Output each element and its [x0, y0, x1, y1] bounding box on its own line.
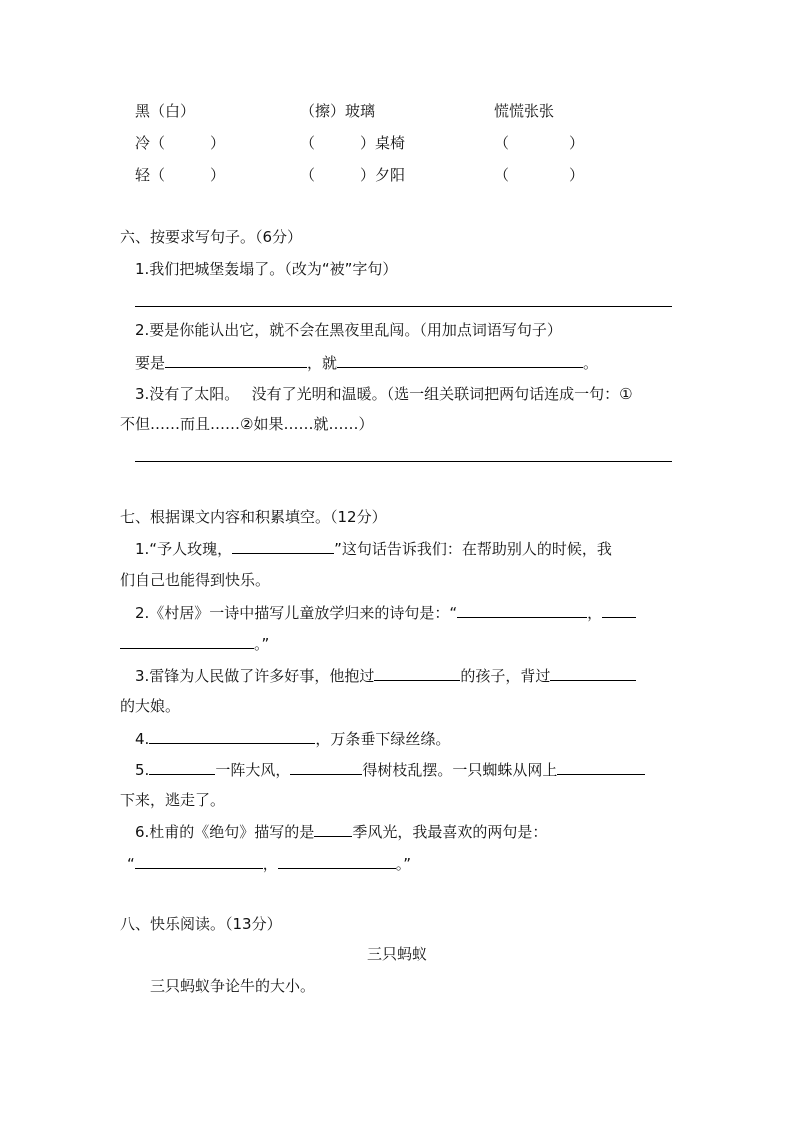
- q2-prefix: 要是: [135, 354, 166, 372]
- q1-text-b: ”这句话告诉我们：在帮助别人的时候，我: [334, 540, 612, 558]
- section7-q3: [135, 665, 636, 686]
- q1-text-a: 1.“予人玫瑰，: [135, 540, 233, 558]
- q5-text-c: 得树枝乱摆。一只蜘蛛从网上: [362, 761, 558, 779]
- section6-q3-line1: 3.没有了太阳。 没有了光明和温暖。（选一组关联词把两句话连成一句：①: [135, 385, 633, 403]
- q6-text-a: 6.杜甫的《绝句》描写的是: [135, 823, 315, 841]
- section7-q3-cont: 的大娘。: [120, 697, 181, 715]
- q2-mid: ，就: [307, 354, 338, 372]
- section7-q5-cont: 下来，逃走了。: [120, 791, 226, 809]
- q3-blank-1[interactable]: [374, 665, 460, 681]
- word-col3-row3: （ ）: [494, 166, 585, 184]
- section6-q2: 2.要是你能认出它，就不会在黑夜里乱闯。（用加点词语写句子）: [135, 321, 562, 339]
- q2-blank-1[interactable]: [165, 352, 307, 368]
- q2-poem-blank-2b[interactable]: [120, 633, 254, 649]
- word-col3-row1: 慌慌张张: [494, 102, 555, 120]
- q6-text-b: 季风光，我最喜欢的两句是：: [352, 823, 548, 841]
- word-col3-row2: （ ）: [494, 134, 585, 152]
- q4-text-b: ，万条垂下绿丝绦。: [315, 730, 451, 748]
- section8-heading: 八、快乐阅读。（13分）: [120, 915, 282, 933]
- section6-q1: 1.我们把城堡轰塌了。（改为“被”字句）: [135, 260, 398, 278]
- q2-poem-blank-2a[interactable]: [602, 602, 636, 618]
- passage-title: 三只蚂蚁: [366, 945, 427, 963]
- word-col1-row2: 冷（ ）: [135, 134, 226, 152]
- q6-blank-line2[interactable]: [278, 853, 396, 869]
- q2-text-b: ，: [587, 604, 603, 622]
- section7-heading: 七、根据课文内容和积累填空。（12分）: [120, 508, 387, 526]
- section6-heading: 六、按要求写句子。（6分）: [120, 228, 303, 246]
- q6-blank-line1[interactable]: [135, 853, 263, 869]
- section7-q4: [135, 728, 450, 749]
- q5-blank-1[interactable]: [149, 759, 215, 775]
- section7-q1-cont: 们自己也能得到快乐。: [120, 571, 271, 589]
- section6-q3-line2: 不但……而且……②如果……就……）: [120, 415, 374, 433]
- q4-blank[interactable]: [149, 728, 315, 744]
- q6-text-d: ，: [262, 855, 278, 873]
- section7-q5: [135, 759, 645, 780]
- q3-text-b: 的孩子，背过: [460, 667, 551, 685]
- q2-text-c: 。”: [254, 635, 270, 653]
- q6-text-c: “: [127, 855, 135, 873]
- q3-blank-2[interactable]: [550, 665, 636, 681]
- section7-q2: [135, 602, 636, 623]
- q2-text-a: 2.《村居》一诗中描写儿童放学归来的诗句是：“: [135, 604, 458, 622]
- word-col1-row3: 轻（ ）: [135, 166, 226, 184]
- q2-poem-blank-1[interactable]: [457, 602, 587, 618]
- q2-end: 。: [583, 354, 599, 372]
- passage-first-line: 三只蚂蚁争论牛的大小。: [150, 977, 316, 995]
- word-col1-row1: 黑（白）: [135, 102, 196, 120]
- word-col2-row2: （ ）桌椅: [300, 134, 406, 152]
- q1-blank[interactable]: [232, 538, 334, 554]
- q6-blank-season[interactable]: [314, 821, 352, 837]
- q5-text-b: 一阵大风，: [215, 761, 291, 779]
- q5-text-a: 5.: [135, 761, 150, 779]
- section7-q2-cont: [120, 633, 269, 654]
- q2-blank-2[interactable]: [337, 352, 583, 368]
- word-col2-row1: （擦）玻璃: [300, 102, 376, 120]
- q3-text-a: 3.雷锋为人民做了许多好事，他抱过: [135, 667, 375, 685]
- section6-q1-answer-line[interactable]: [135, 306, 672, 307]
- q5-blank-3[interactable]: [557, 759, 645, 775]
- section6-q2-answer: [135, 352, 598, 373]
- section6-q3-answer-line[interactable]: [135, 461, 672, 462]
- q6-text-e: 。”: [395, 855, 412, 873]
- word-col2-row3: （ ）夕阳: [300, 166, 406, 184]
- section7-q1: [135, 538, 612, 559]
- q5-blank-2[interactable]: [290, 759, 362, 775]
- q4-text-a: 4.: [135, 730, 150, 748]
- section7-q6-cont: [127, 853, 411, 874]
- section7-q6: [135, 821, 547, 842]
